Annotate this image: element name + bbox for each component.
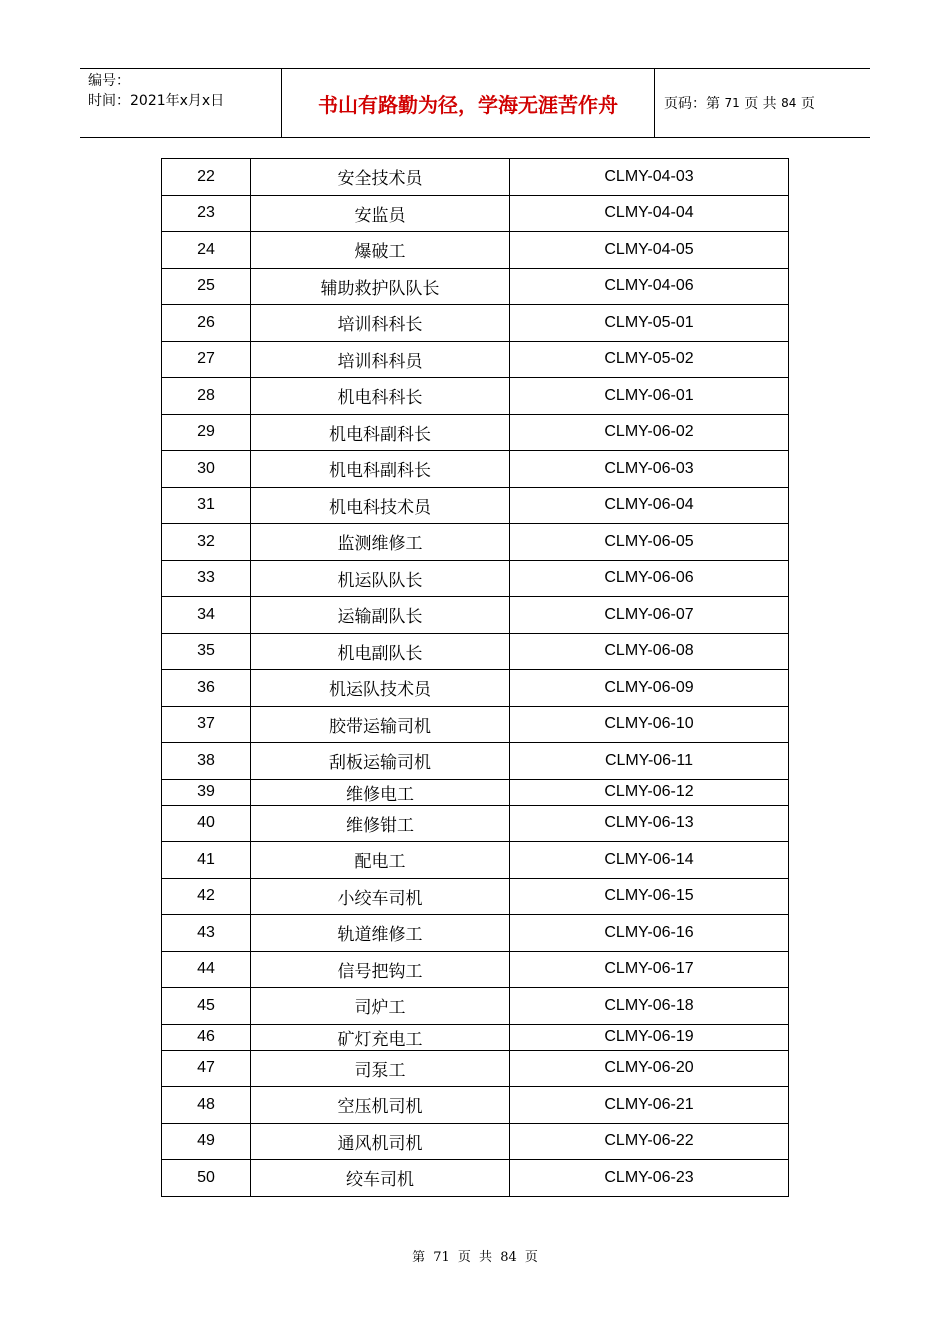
position-code: CLMY-06-15 bbox=[510, 878, 789, 915]
row-number: 36 bbox=[162, 670, 251, 707]
position-name: 刮板运输司机 bbox=[251, 743, 510, 780]
position-name: 机电副队长 bbox=[251, 633, 510, 670]
row-number: 39 bbox=[162, 779, 251, 805]
position-name: 机运队技术员 bbox=[251, 670, 510, 707]
table-row bbox=[162, 451, 789, 488]
position-code: CLMY-06-02 bbox=[510, 414, 789, 451]
position-name: 机电科副科长 bbox=[251, 451, 510, 488]
page-mid: 页 共 bbox=[744, 96, 777, 112]
row-number: 49 bbox=[162, 1123, 251, 1160]
document-number-label: 编号： bbox=[88, 73, 130, 89]
table-row bbox=[162, 633, 789, 670]
position-code: CLMY-06-11 bbox=[510, 743, 789, 780]
position-code: CLMY-06-10 bbox=[510, 706, 789, 743]
position-code: CLMY-06-06 bbox=[510, 560, 789, 597]
position-name: 轨道维修工 bbox=[251, 915, 510, 952]
document-date: 时间：2021年x月x日 bbox=[88, 93, 225, 109]
position-code: CLMY-04-06 bbox=[510, 268, 789, 305]
row-number: 40 bbox=[162, 805, 251, 842]
page-total: 84 bbox=[781, 96, 797, 110]
position-code: CLMY-05-01 bbox=[510, 305, 789, 342]
position-name: 司泵工 bbox=[251, 1050, 510, 1087]
page-header bbox=[80, 68, 870, 138]
header-meta bbox=[88, 71, 280, 111]
table-row bbox=[162, 1050, 789, 1087]
row-number: 41 bbox=[162, 842, 251, 879]
table-row bbox=[162, 195, 789, 232]
position-name: 维修电工 bbox=[251, 779, 510, 805]
position-name: 空压机司机 bbox=[251, 1087, 510, 1124]
position-code: CLMY-06-08 bbox=[510, 633, 789, 670]
table-row bbox=[162, 560, 789, 597]
footer-current: 71 bbox=[433, 1250, 450, 1265]
position-code: CLMY-06-16 bbox=[510, 915, 789, 952]
position-name: 安全技术员 bbox=[251, 159, 510, 196]
row-number: 24 bbox=[162, 232, 251, 269]
header-page-info bbox=[664, 69, 815, 137]
row-number: 44 bbox=[162, 951, 251, 988]
table-row bbox=[162, 779, 789, 805]
position-code: CLMY-06-21 bbox=[510, 1087, 789, 1124]
position-code: CLMY-06-19 bbox=[510, 1024, 789, 1050]
position-name: 小绞车司机 bbox=[251, 878, 510, 915]
row-number: 22 bbox=[162, 159, 251, 196]
position-name: 爆破工 bbox=[251, 232, 510, 269]
row-number: 27 bbox=[162, 341, 251, 378]
header-divider bbox=[654, 69, 655, 137]
row-number: 23 bbox=[162, 195, 251, 232]
table-row bbox=[162, 842, 789, 879]
row-number: 47 bbox=[162, 1050, 251, 1087]
position-name: 胶带运输司机 bbox=[251, 706, 510, 743]
row-number: 29 bbox=[162, 414, 251, 451]
position-name: 配电工 bbox=[251, 842, 510, 879]
position-code: CLMY-04-04 bbox=[510, 195, 789, 232]
position-code: CLMY-06-23 bbox=[510, 1160, 789, 1197]
row-number: 25 bbox=[162, 268, 251, 305]
position-code: CLMY-06-17 bbox=[510, 951, 789, 988]
position-code: CLMY-06-03 bbox=[510, 451, 789, 488]
position-name: 安监员 bbox=[251, 195, 510, 232]
table-row bbox=[162, 487, 789, 524]
table-row bbox=[162, 414, 789, 451]
page-prefix: 页码：第 bbox=[664, 96, 720, 112]
page-suffix: 页 bbox=[800, 96, 815, 112]
row-number: 42 bbox=[162, 878, 251, 915]
table-row bbox=[162, 805, 789, 842]
table-row bbox=[162, 159, 789, 196]
position-name: 绞车司机 bbox=[251, 1160, 510, 1197]
table-body bbox=[162, 159, 789, 1197]
position-name: 运输副队长 bbox=[251, 597, 510, 634]
position-name: 机电科副科长 bbox=[251, 414, 510, 451]
row-number: 35 bbox=[162, 633, 251, 670]
row-number: 31 bbox=[162, 487, 251, 524]
position-code: CLMY-06-20 bbox=[510, 1050, 789, 1087]
position-name: 培训科科长 bbox=[251, 305, 510, 342]
position-code: CLMY-06-22 bbox=[510, 1123, 789, 1160]
row-number: 30 bbox=[162, 451, 251, 488]
position-name: 监测维修工 bbox=[251, 524, 510, 561]
table-row bbox=[162, 878, 789, 915]
table-row bbox=[162, 268, 789, 305]
table-row bbox=[162, 1024, 789, 1050]
page-footer bbox=[0, 1246, 950, 1265]
row-number: 48 bbox=[162, 1087, 251, 1124]
position-name: 机运队队长 bbox=[251, 560, 510, 597]
table-row bbox=[162, 1123, 789, 1160]
row-number: 32 bbox=[162, 524, 251, 561]
position-code: CLMY-06-18 bbox=[510, 988, 789, 1025]
position-code: CLMY-06-01 bbox=[510, 378, 789, 415]
position-name: 信号把钩工 bbox=[251, 951, 510, 988]
row-number: 26 bbox=[162, 305, 251, 342]
position-name: 司炉工 bbox=[251, 988, 510, 1025]
position-code: CLMY-06-09 bbox=[510, 670, 789, 707]
position-name: 矿灯充电工 bbox=[251, 1024, 510, 1050]
page-current: 71 bbox=[724, 96, 740, 110]
position-code: CLMY-06-14 bbox=[510, 842, 789, 879]
table-row bbox=[162, 743, 789, 780]
row-number: 37 bbox=[162, 706, 251, 743]
table-row bbox=[162, 597, 789, 634]
row-number: 28 bbox=[162, 378, 251, 415]
position-code: CLMY-04-03 bbox=[510, 159, 789, 196]
row-number: 33 bbox=[162, 560, 251, 597]
position-name: 维修钳工 bbox=[251, 805, 510, 842]
table-row bbox=[162, 670, 789, 707]
row-number: 38 bbox=[162, 743, 251, 780]
row-number: 43 bbox=[162, 915, 251, 952]
table-row bbox=[162, 951, 789, 988]
position-code: CLMY-06-13 bbox=[510, 805, 789, 842]
position-code-table bbox=[161, 158, 789, 1197]
position-code: CLMY-06-12 bbox=[510, 779, 789, 805]
position-code: CLMY-06-04 bbox=[510, 487, 789, 524]
position-name: 机电科科长 bbox=[251, 378, 510, 415]
table-row bbox=[162, 706, 789, 743]
table-row bbox=[162, 232, 789, 269]
row-number: 45 bbox=[162, 988, 251, 1025]
table-row bbox=[162, 1160, 789, 1197]
position-code: CLMY-05-02 bbox=[510, 341, 789, 378]
footer-suffix: 页 bbox=[524, 1250, 538, 1265]
table-row bbox=[162, 378, 789, 415]
table-row bbox=[162, 988, 789, 1025]
position-name: 通风机司机 bbox=[251, 1123, 510, 1160]
row-number: 46 bbox=[162, 1024, 251, 1050]
footer-prefix: 第 bbox=[412, 1250, 426, 1265]
position-name: 机电科技术员 bbox=[251, 487, 510, 524]
position-name: 辅助救护队队长 bbox=[251, 268, 510, 305]
position-code: CLMY-04-05 bbox=[510, 232, 789, 269]
position-code: CLMY-06-07 bbox=[510, 597, 789, 634]
position-code: CLMY-06-05 bbox=[510, 524, 789, 561]
row-number: 50 bbox=[162, 1160, 251, 1197]
table-row bbox=[162, 305, 789, 342]
footer-total: 84 bbox=[500, 1250, 517, 1265]
table-row bbox=[162, 524, 789, 561]
header-motto: 书山有路勤为径，学海无涯苦作舟 bbox=[318, 92, 618, 117]
footer-mid: 页 共 bbox=[457, 1250, 493, 1265]
table-row bbox=[162, 915, 789, 952]
row-number: 34 bbox=[162, 597, 251, 634]
table-row bbox=[162, 1087, 789, 1124]
table-row bbox=[162, 341, 789, 378]
position-name: 培训科科员 bbox=[251, 341, 510, 378]
